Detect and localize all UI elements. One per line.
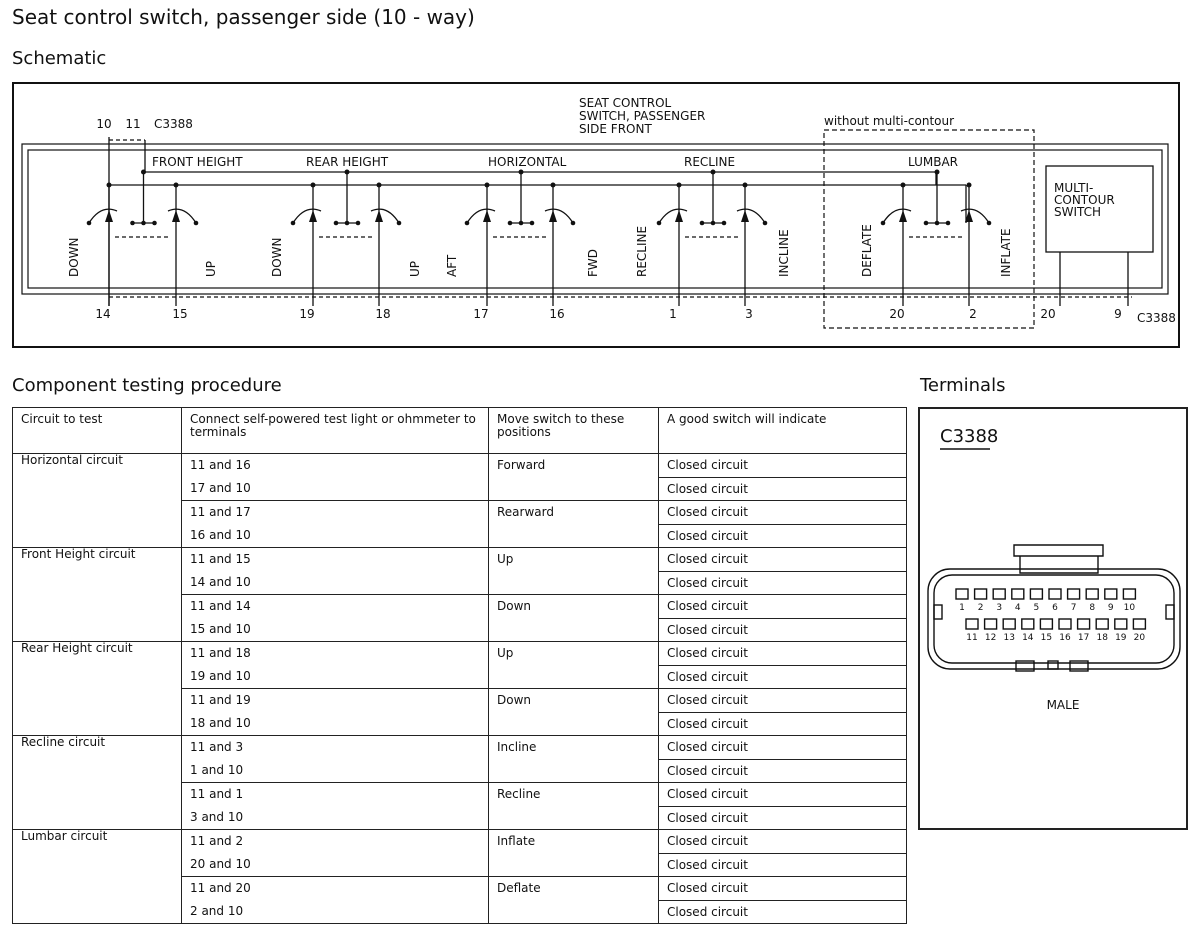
terminal-number: 1	[959, 603, 965, 613]
header-positions: Move switch to these positions	[489, 408, 659, 454]
terminals-cell	[182, 783, 489, 830]
terminals-cell	[182, 830, 489, 877]
terminal-cavity	[993, 589, 1005, 599]
terminals-heading: Terminals	[920, 375, 1006, 396]
switch-lever	[467, 209, 495, 223]
switch-arrow	[105, 210, 113, 222]
pin-label: 20	[1040, 307, 1056, 321]
testing-procedure-table	[12, 407, 907, 924]
switch-lever	[168, 209, 196, 223]
position-cell	[489, 548, 659, 595]
position-cell	[489, 454, 659, 501]
contact-dot	[987, 221, 992, 226]
expected-result: Closed circuit	[659, 712, 906, 735]
switch-arrow	[375, 210, 383, 222]
terminal-pair: 1 and 10	[190, 763, 244, 777]
terminal-number: 6	[1052, 603, 1058, 613]
contact-dot	[763, 221, 768, 226]
switch-lever	[737, 209, 765, 223]
expected-result: Closed circuit	[659, 900, 906, 923]
circuit-name: Recline circuit	[13, 736, 182, 830]
connector-label: C3388	[154, 117, 193, 131]
expected-result: Closed circuit	[659, 618, 906, 641]
switch-position: Inflate	[497, 834, 536, 848]
direction-label: INCLINE	[777, 229, 791, 277]
terminal-pair: 11 and 20	[190, 881, 251, 895]
position-cell	[489, 501, 659, 548]
schematic-diagram	[12, 82, 1180, 348]
result-cell	[659, 548, 907, 595]
terminals-cell	[182, 501, 489, 548]
junction-dot	[141, 170, 146, 175]
terminal-pair: 2 and 10	[190, 904, 244, 918]
direction-label: INFLATE	[999, 228, 1013, 277]
page-title: Seat control switch, passenger side (10 - way)	[12, 5, 475, 29]
terminal-cavity	[1030, 589, 1042, 599]
expected-result: Closed circuit	[659, 665, 906, 688]
device-label: SWITCH, PASSENGER	[579, 109, 706, 123]
circuit-name: Lumbar circuit	[13, 830, 182, 924]
terminal-number: 8	[1089, 603, 1096, 613]
device-label: SIDE FRONT	[579, 122, 652, 136]
terminals-cell	[182, 877, 489, 924]
section-title: REAR HEIGHT	[306, 155, 389, 169]
header-terminals: Connect self-powered test light or ohmmeter to terminals	[182, 408, 489, 454]
result-cell	[659, 783, 907, 830]
table-row	[13, 548, 907, 595]
terminal-number: 12	[984, 633, 997, 643]
terminal-pair: 11 and 3	[190, 740, 244, 754]
terminals-cell	[182, 642, 489, 689]
junction-dot	[743, 183, 748, 188]
pin-label: 10	[96, 117, 112, 131]
expected-result: Closed circuit	[667, 693, 748, 707]
expected-result: Closed circuit	[659, 571, 906, 594]
header-indication: A good switch will indicate	[659, 408, 907, 454]
switch-lever	[293, 209, 321, 223]
pin-label: 3	[745, 307, 753, 321]
table-header-row	[13, 408, 907, 454]
table-row	[13, 830, 907, 877]
device-label: SEAT CONTROL	[579, 96, 672, 110]
pin-label: 20	[889, 307, 905, 321]
pin-label: 19	[299, 307, 315, 321]
terminal-pair: 11 and 19	[190, 693, 251, 707]
junction-dot	[551, 183, 556, 188]
terminals-cell	[182, 736, 489, 783]
contact-dot	[465, 221, 470, 226]
expected-result: Closed circuit	[659, 477, 906, 500]
junction-dot	[677, 183, 682, 188]
terminal-cavity	[1068, 589, 1080, 599]
terminal-cavity	[1133, 619, 1145, 629]
pin-label: 14	[95, 307, 111, 321]
section-title: RECLINE	[684, 155, 736, 169]
switch-arrow	[309, 210, 317, 222]
terminal-cavity	[1123, 589, 1135, 599]
terminal-cavity	[1096, 619, 1108, 629]
junction-dot	[485, 183, 490, 188]
terminal-number: 5	[1033, 603, 1040, 613]
switch-lever	[545, 209, 573, 223]
schematic-heading: Schematic	[12, 48, 107, 69]
connector-latch-inner	[1020, 556, 1098, 573]
direction-label: FWD	[586, 248, 600, 277]
terminal-pair: 15 and 10	[190, 622, 251, 636]
contact-dot	[291, 221, 296, 226]
terminal-pair: 11 and 14	[190, 599, 251, 613]
contact-dot	[571, 221, 576, 226]
switch-position: Up	[497, 646, 514, 660]
connector-label: C3388	[1137, 311, 1176, 325]
terminal-number: 17	[1077, 633, 1090, 643]
switch-lever	[961, 209, 989, 223]
switch-position: Up	[497, 552, 514, 566]
connector-gender: MALE	[1046, 698, 1080, 712]
contact-dot	[87, 221, 92, 226]
junction-dot	[935, 170, 940, 175]
expected-result: Closed circuit	[667, 646, 748, 660]
terminal-number: 3	[996, 603, 1003, 613]
switch-position: Recline	[497, 787, 541, 801]
multi-contour-label: CONTOUR	[1054, 193, 1115, 207]
expected-result: Closed circuit	[659, 759, 906, 782]
expected-result: Closed circuit	[659, 806, 906, 829]
position-cell	[489, 877, 659, 924]
switch-lever	[883, 209, 911, 223]
junction-dot	[901, 183, 906, 188]
switch-arrow	[483, 210, 491, 222]
switch-lever	[659, 209, 687, 223]
terminal-cavity	[1115, 619, 1127, 629]
terminal-cavity	[1105, 589, 1117, 599]
terminal-cavity	[1003, 619, 1015, 629]
terminal-number: 4	[1014, 603, 1021, 613]
result-cell	[659, 736, 907, 783]
header-circuit: Circuit to test	[13, 408, 182, 454]
multi-contour-label: MULTI-	[1054, 181, 1094, 195]
dashed-note: without multi-contour	[824, 114, 955, 128]
direction-label: RECLINE	[635, 225, 649, 277]
section-title: LUMBAR	[908, 155, 959, 169]
expected-result: Closed circuit	[667, 787, 748, 801]
switch-position: Down	[497, 599, 532, 613]
result-cell	[659, 877, 907, 924]
connector-latch	[1014, 545, 1103, 556]
table-row	[13, 454, 907, 501]
junction-dot	[711, 170, 716, 175]
multi-contour-label: SWITCH	[1054, 205, 1102, 219]
switch-arrow	[675, 210, 683, 222]
terminal-pair: 11 and 17	[190, 505, 251, 519]
contact-dot	[194, 221, 199, 226]
terminal-pair: 14 and 10	[190, 575, 251, 589]
section-title: HORIZONTAL	[488, 155, 567, 169]
position-cell	[489, 689, 659, 736]
terminal-cavity	[1078, 619, 1090, 629]
pin-label: 18	[375, 307, 391, 321]
switch-position: Deflate	[497, 881, 541, 895]
terminal-number: 10	[1123, 603, 1136, 613]
terminal-pair: 11 and 18	[190, 646, 251, 660]
junction-dot	[174, 183, 179, 188]
junction-dot	[107, 183, 112, 188]
result-cell	[659, 830, 907, 877]
result-cell	[659, 689, 907, 736]
contact-dot	[657, 221, 662, 226]
pin-label: 16	[549, 307, 565, 321]
expected-result: Closed circuit	[667, 599, 748, 613]
schematic-svg	[12, 82, 1180, 348]
switch-arrow	[741, 210, 749, 222]
terminal-cavity	[1049, 589, 1061, 599]
terminal-number: 13	[1003, 633, 1015, 643]
connector-id: C3388	[940, 426, 999, 447]
terminal-cavity	[956, 589, 968, 599]
terminal-cavity	[966, 619, 978, 629]
pin-label: 1	[669, 307, 677, 321]
result-cell	[659, 595, 907, 642]
position-cell	[489, 642, 659, 689]
switch-position: Incline	[497, 740, 537, 754]
terminals-cell	[182, 689, 489, 736]
expected-result: Closed circuit	[667, 458, 748, 472]
terminal-pair: 19 and 10	[190, 669, 251, 683]
switch-position: Down	[497, 693, 532, 707]
expected-result: Closed circuit	[659, 853, 906, 876]
circuit-name: Rear Height circuit	[13, 642, 182, 736]
expected-result: Closed circuit	[667, 881, 748, 895]
terminal-pair: 11 and 1	[190, 787, 244, 801]
connector-key-right	[1166, 605, 1174, 619]
terminal-cavity	[1086, 589, 1098, 599]
terminal-cavity	[1012, 589, 1024, 599]
junction-dot	[967, 183, 972, 188]
connector-tab	[1048, 661, 1058, 669]
position-cell	[489, 830, 659, 877]
terminal-pair: 18 and 10	[190, 716, 251, 730]
switch-lever	[89, 209, 117, 223]
switch-arrow	[899, 210, 907, 222]
terminal-number: 2	[977, 603, 984, 613]
pin-label: 17	[473, 307, 489, 321]
direction-label: DOWN	[67, 237, 81, 277]
terminal-pair: 20 and 10	[190, 857, 251, 871]
terminal-pair: 16 and 10	[190, 528, 251, 542]
terminal-number: 9	[1107, 603, 1114, 613]
table-row	[13, 642, 907, 689]
expected-result: Closed circuit	[667, 740, 748, 754]
switch-arrow	[172, 210, 180, 222]
terminal-cavity	[975, 589, 987, 599]
table-row	[13, 736, 907, 783]
result-cell	[659, 501, 907, 548]
result-cell	[659, 454, 907, 501]
pin-label: 9	[1114, 307, 1122, 321]
section-title: FRONT HEIGHT	[152, 155, 243, 169]
direction-label: DEFLATE	[860, 224, 874, 277]
expected-result: Closed circuit	[667, 552, 748, 566]
procedure-heading: Component testing procedure	[12, 375, 282, 396]
terminal-cavity	[985, 619, 997, 629]
direction-label: AFT	[445, 254, 459, 277]
direction-label: UP	[408, 260, 422, 277]
junction-dot	[311, 183, 316, 188]
terminal-cavity	[1059, 619, 1071, 629]
terminal-cavity	[1022, 619, 1034, 629]
junction-dot	[345, 170, 350, 175]
result-cell	[659, 642, 907, 689]
terminal-cavity	[1040, 619, 1052, 629]
expected-result: Closed circuit	[659, 524, 906, 547]
expected-result: Closed circuit	[667, 505, 748, 519]
terminal-number: 16	[1059, 633, 1071, 643]
circuit-name: Horizontal circuit	[13, 454, 182, 548]
direction-label: UP	[204, 260, 218, 277]
direction-label: DOWN	[270, 237, 284, 277]
terminal-number: 19	[1115, 633, 1127, 643]
terminals-cell	[182, 595, 489, 642]
pin-label: 2	[969, 307, 977, 321]
junction-dot	[377, 183, 382, 188]
terminal-pair: 17 and 10	[190, 481, 251, 495]
contact-dot	[397, 221, 402, 226]
connector-key-left	[934, 605, 942, 619]
switch-position: Forward	[497, 458, 546, 472]
terminal-number: 20	[1133, 633, 1146, 643]
terminal-pair: 11 and 15	[190, 552, 251, 566]
terminals-panel	[918, 407, 1188, 830]
pin-label: 15	[172, 307, 188, 321]
position-cell	[489, 783, 659, 830]
terminal-pair: 11 and 16	[190, 458, 251, 472]
position-cell	[489, 736, 659, 783]
terminal-pair: 11 and 2	[190, 834, 244, 848]
terminal-number: 14	[1022, 633, 1034, 643]
terminals-cell	[182, 454, 489, 501]
terminal-pair: 3 and 10	[190, 810, 244, 824]
switch-position: Rearward	[497, 505, 554, 519]
terminal-number: 15	[1040, 633, 1053, 643]
switch-arrow	[549, 210, 557, 222]
expected-result: Closed circuit	[667, 834, 748, 848]
junction-dot	[519, 170, 524, 175]
connector-svg	[920, 409, 1186, 828]
terminals-cell	[182, 548, 489, 595]
switch-lever	[371, 209, 399, 223]
circuit-name: Front Height circuit	[13, 548, 182, 642]
pin-label: 11	[125, 117, 141, 131]
terminal-number: 11	[966, 633, 978, 643]
terminal-number: 7	[1070, 603, 1077, 613]
terminal-number: 18	[1096, 633, 1108, 643]
position-cell	[489, 595, 659, 642]
contact-dot	[881, 221, 886, 226]
